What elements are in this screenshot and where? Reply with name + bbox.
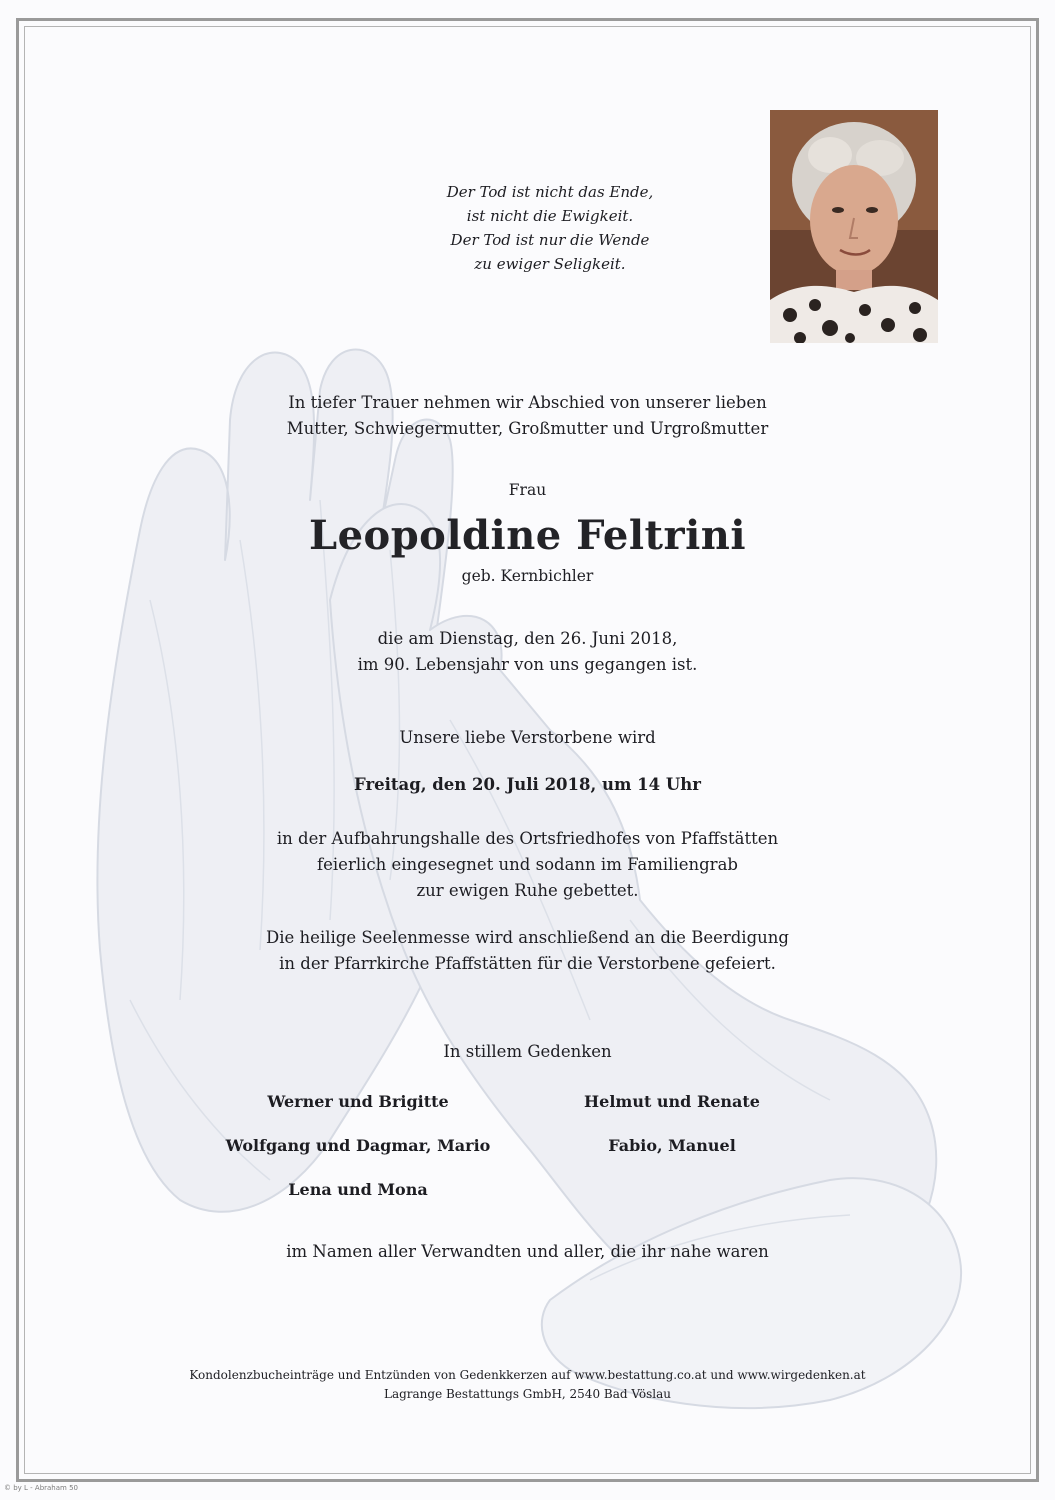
portrait-photo bbox=[770, 110, 938, 343]
poem-line: Der Tod ist nur die Wende bbox=[450, 231, 650, 249]
mourner-name: Werner und Brigitte bbox=[267, 1092, 449, 1111]
footer bbox=[0, 1366, 1055, 1404]
poem-line: Der Tod ist nicht das Ende, bbox=[446, 183, 654, 201]
funeral-place bbox=[0, 826, 1055, 904]
death-notice bbox=[0, 626, 1055, 678]
mass-line: Die heilige Seelenmesse wird anschließend an die Beerdigung bbox=[266, 928, 789, 947]
intro-text bbox=[0, 390, 1055, 442]
mourner-name: Fabio, Manuel bbox=[608, 1136, 736, 1155]
funeral-date: Freitag, den 20. Juli 2018, um 14 Uhr bbox=[354, 775, 701, 794]
funeral-place-line: zur ewigen Ruhe gebettet. bbox=[416, 881, 639, 900]
mass-line: in der Pfarrkirche Pfaffstätten für die Verstorbene gefeiert. bbox=[279, 954, 776, 973]
footer-line: Kondolenzbucheinträge und Entzünden von Gedenkkerzen auf www.bestattung.co.at und www.wirgedenken.at bbox=[189, 1368, 866, 1382]
poem-line: ist nicht die Ewigkeit. bbox=[466, 207, 634, 225]
intro-line: In tiefer Trauer nehmen wir Abschied von unserer lieben bbox=[288, 393, 767, 412]
mourner-name: Wolfgang und Dagmar, Mario bbox=[225, 1136, 491, 1155]
deceased-name: Leopoldine Feltrini bbox=[308, 512, 747, 559]
mourner-name: Lena und Mona bbox=[288, 1180, 428, 1199]
intro-line: Mutter, Schwiegermutter, Großmutter und Urgroßmutter bbox=[286, 419, 769, 438]
funeral-intro: Unsere liebe Verstorbene wird bbox=[399, 728, 656, 747]
footer-line: Lagrange Bestattungs GmbH, 2540 Bad Vöslau bbox=[383, 1387, 672, 1401]
mass-notice bbox=[0, 925, 1055, 977]
poem bbox=[355, 180, 745, 276]
memory-heading: In stillem Gedenken bbox=[443, 1042, 612, 1061]
mourner-name: Helmut und Renate bbox=[584, 1092, 760, 1111]
death-line: die am Dienstag, den 26. Juni 2018, bbox=[377, 629, 678, 648]
poem-line: zu ewiger Seligkeit. bbox=[474, 255, 626, 273]
funeral-place-line: in der Aufbahrungshalle des Ortsfriedhofes von Pfaffstätten bbox=[276, 829, 779, 848]
copyright-note: © by L - Abraham 50 bbox=[4, 1484, 78, 1492]
salutation: Frau bbox=[508, 481, 547, 499]
maiden-name: geb. Kernbichler bbox=[461, 567, 594, 585]
death-line: im 90. Lebensjahr von uns gegangen ist. bbox=[357, 655, 698, 674]
relatives-line: im Namen aller Verwandten und aller, die ihr nahe waren bbox=[286, 1242, 769, 1261]
funeral-place-line: feierlich eingesegnet und sodann im Familiengrab bbox=[317, 855, 738, 874]
